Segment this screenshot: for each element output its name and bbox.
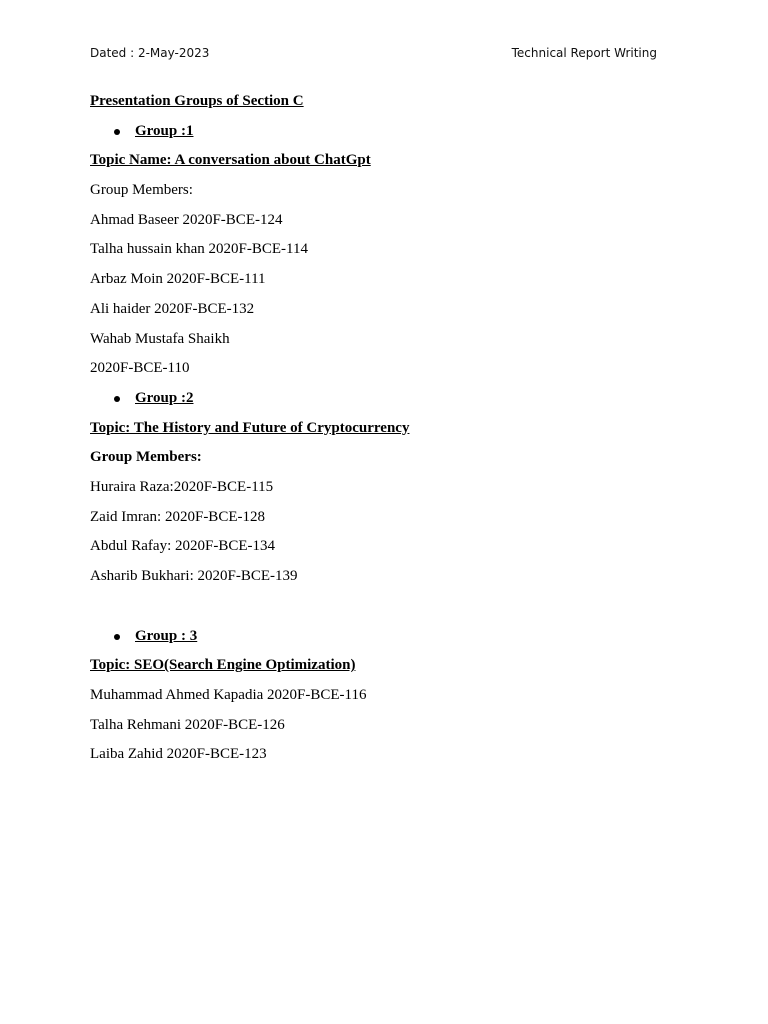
group-3-heading	[90, 626, 690, 656]
group-1-heading	[90, 121, 690, 151]
group-2-topic: Topic: The History and Future of Cryptocurrency	[90, 419, 410, 436]
member-item: Arbaz Moin 2020F-BCE-111	[90, 271, 266, 288]
member-item: Laiba Zahid 2020F-BCE-123	[90, 746, 267, 763]
document-body	[90, 91, 690, 774]
member-item: Huraira Raza:2020F-BCE-115	[90, 478, 274, 495]
member-item: Muhammad Ahmed Kapadia 2020F-BCE-116	[90, 687, 367, 704]
member-item: Ahmad Baseer 2020F-BCE-124	[90, 211, 283, 228]
group-1-members-heading: Group Members:	[90, 182, 193, 199]
member-item: Zaid Imran: 2020F-BCE-128	[90, 508, 265, 525]
group-1-topic: Topic Name: A conversation about ChatGpt	[90, 152, 371, 169]
page-title: Presentation Groups of Section C	[90, 93, 304, 109]
header-course: Technical Report Writing	[511, 46, 657, 60]
member-item: 2020F-BCE-110	[90, 360, 190, 377]
member-item: Talha Rehmani 2020F-BCE-126	[90, 716, 285, 733]
bullet-icon	[114, 634, 120, 640]
page-header	[0, 46, 768, 66]
header-date: Dated : 2-May-2023	[90, 46, 210, 60]
group-1-label: Group :1	[135, 122, 194, 139]
group-2-members-heading: Group Members:	[90, 449, 202, 466]
group-2-heading	[90, 388, 690, 418]
member-item: Wahab Mustafa Shaikh	[90, 330, 230, 347]
member-item: Talha hussain khan 2020F-BCE-114	[90, 241, 308, 258]
member-item: Abdul Rafay: 2020F-BCE-134	[90, 538, 275, 555]
group-2-label: Group :2	[135, 389, 194, 406]
bullet-icon	[114, 396, 120, 402]
group-3-topic: Topic: SEO(Search Engine Optimization)	[90, 657, 356, 674]
bullet-icon	[114, 129, 120, 135]
group-3-label: Group : 3	[135, 627, 198, 644]
member-item: Ali haider 2020F-BCE-132	[90, 300, 255, 317]
member-item: Asharib Bukhari: 2020F-BCE-139	[90, 568, 298, 584]
blank-line	[90, 596, 690, 626]
